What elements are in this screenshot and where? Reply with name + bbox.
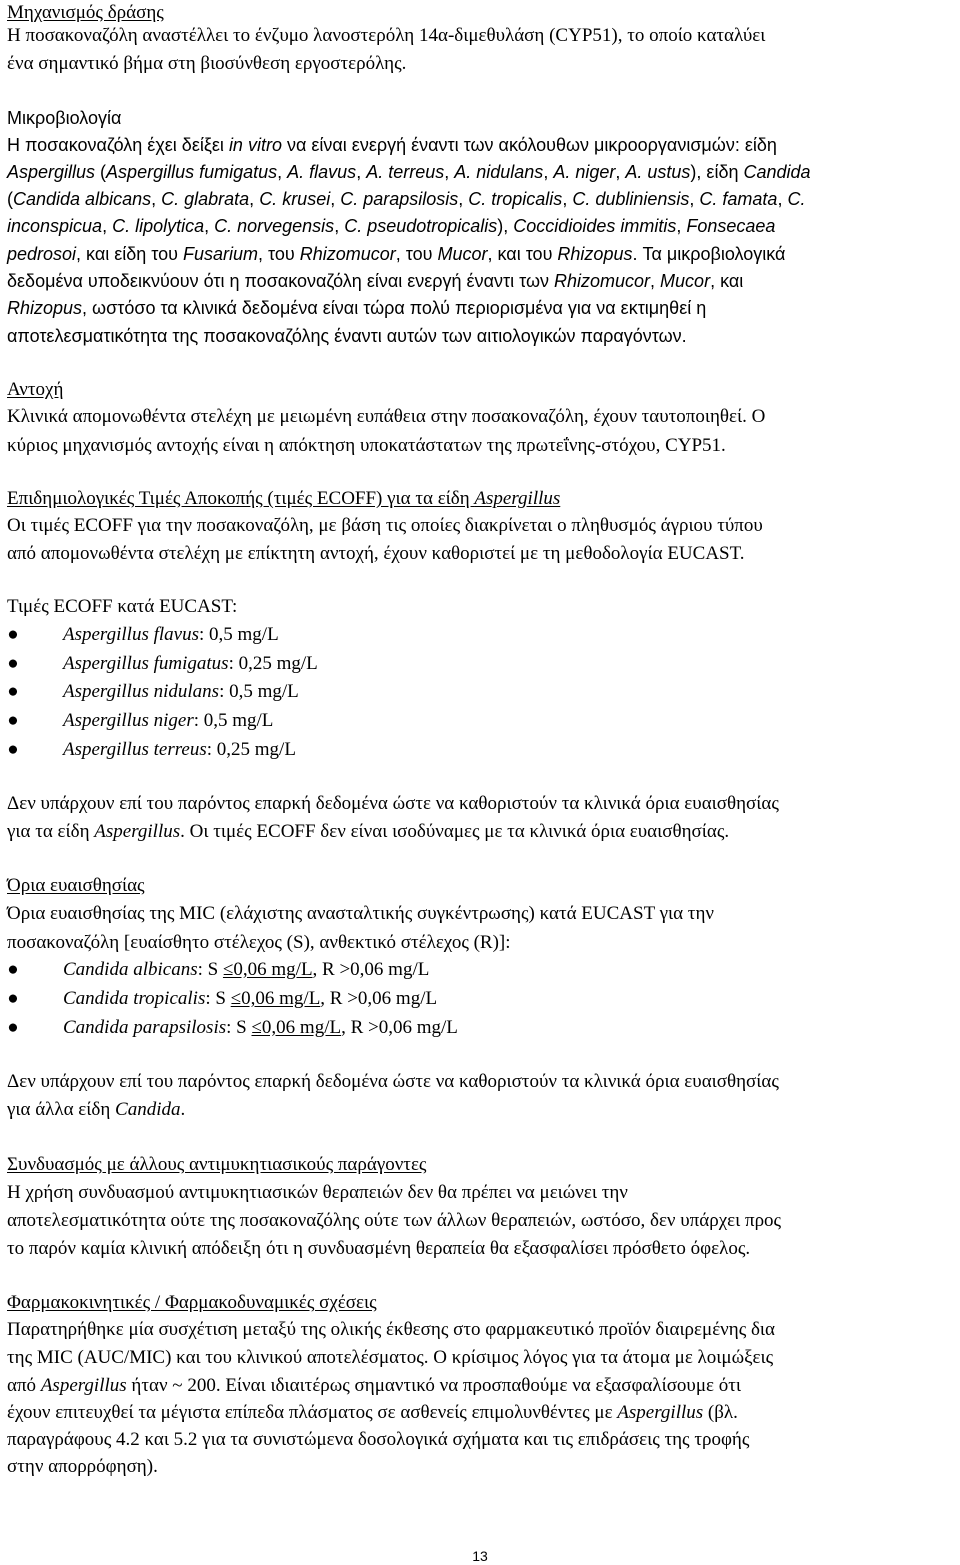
paragraph-line: pedrosoi, και είδη του Fusarium, του Rhizomucor, του Mucor, και του Rhizopus. Τα μικροβιολογικά [7,244,786,264]
bullet-icon: ● [7,710,19,731]
paragraph-line: Οι τιμές ECOFF για την ποσακοναζόλη, με βάση τις οποίες διακρίνεται ο πληθυσμός άγριου τύπου [7,515,763,536]
heading-resistance: Αντοχή [7,379,64,400]
heading-combination: Συνδυασμός με άλλους αντιμυκητιασικούς παράγοντες [7,1154,427,1175]
paragraph-line: (Candida albicans, C. glabrata, C. krusei, C. parapsilosis, C. tropicalis, C. dubliniensis, C. famata, C. [7,189,806,209]
heading-mechanism: Μηχανισμός δράσης [7,2,164,23]
paragraph-line: το παρόν καμία κλινική απόδειξη ότι η συνδυασμένη θεραπεία θα εξασφαλίσει πρόσθετο όφελος. [7,1238,751,1259]
paragraph-line: από Aspergillus ήταν ~ 200. Είναι ιδιαιτέρως σημαντικό να προσπαθούμε να εξασφαλίσουμε ότι [7,1375,741,1396]
paragraph-line: Δεν υπάρχουν επί του παρόντος επαρκή δεδομένα ώστε να καθοριστούν τα κλινικά όρια ευαισθησίας [7,1071,779,1092]
paragraph-line: Η χρήση συνδυασμού αντιμυκητιασικών θεραπειών δεν θα πρέπει να μειώνει την [7,1182,628,1203]
paragraph-line: αποτελεσματικότητα της ποσακοναζόλης έναντι αυτών των αιτιολογικών παραγόντων. [7,326,687,346]
page-number: 13 [472,1548,488,1564]
bullet-icon: ● [7,988,19,1009]
heading-microbiology: Μικροβιολογία [7,108,122,128]
paragraph-line: της MIC (AUC/MIC) και του κλινικού αποτελέσματος. Ο κρίσιμος λόγος για τα άτομα με λοιμώξεις [7,1347,774,1368]
paragraph-line: Δεν υπάρχουν επί του παρόντος επαρκή δεδομένα ώστε να καθοριστούν τα κλινικά όρια ευαισθησίας [7,793,779,814]
bullet-icon: ● [7,681,19,702]
paragraph-line: Rhizopus, ωστόσο τα κλινικά δεδομένα είναι τώρα πολύ περιορισμένα για να εκτιμηθεί η [7,298,707,318]
bullet-icon: ● [7,653,19,674]
paragraph-line: έχουν επιτευχθεί τα μέγιστα επίπεδα πλάσματος σε ασθενείς επιμολυνθέντες με Aspergillus (βλ. [7,1402,738,1423]
heading-ecoff: Επιδημιολογικές Τιμές Αποκοπής (τιμές ECOFF) για τα είδη Aspergillus [7,488,561,509]
paragraph-line: Όρια ευαισθησίας της MIC (ελάχιστης ανασταλτικής συγκέντρωσης) κατά EUCAST για την [7,903,714,924]
bullet-icon: ● [7,739,19,760]
paragraph-line: παραγράφους 4.2 και 5.2 για τα συνιστώμενα δοσολογικά σχήματα και τις επιδράσεις της τροφής [7,1429,750,1450]
paragraph-line: αποτελεσματικότητα ούτε της ποσακοναζόλης ούτε των άλλων θεραπειών, ωστόσο, δεν υπάρχει προς [7,1210,782,1231]
paragraph-line: από απομονωθέντα στελέχη με επίκτητη αντοχή, έχουν καθοριστεί με τη μεθοδολογία EUCAST. [7,543,745,564]
paragraph-line: κύριος μηχανισμός αντοχής είναι η απόκτηση υποκατάστατων της πρωτεΐνης-στόχου, CYP51. [7,435,726,456]
ecoff-intro: Τιμές ECOFF κατά EUCAST: [7,596,238,617]
document-page: Μηχανισμός δράσης Η ποσακοναζόλη αναστέλλει το ένζυμο λανοστερόλη 14α-διμεθυλάση (CYP51), το οποίο καταλύει ένα σημαντικό βήμα στη βιοσύνθεση εργοστερόλης. Μικροβιολογία Η ποσακοναζόλη έχει δείξει in vitro να είναι ενεργή έναντι των ακόλουθων μικροοργανισμών: είδη Aspergillus (Aspergillus fumigatus, A. flavus, A. terreus, A. nidulans, A. niger, A. ustus), είδη Candida (Candida albicans, C. glabrata, C. krusei, C. parapsilosis, C. tropicalis, C. dubliniensis, C. famata, C. inconspicua, C. lipolytica, C. norvegensis, C. pseudotropicalis), Coccidioides immitis, Fonsecaea pedrosoi, και είδη του Fusarium, του Rhizomucor, του Mucor, και του Rhizopus. Τα μικροβιολογικά δεδομένα υποδεικνύουν ότι η ποσακοναζόλη είναι ενεργή έναντι των Rhizomucor, Mucor, και Rhizopus, ωστόσο τα κλινικά δεδομένα είναι τώρα πολύ περιορισμένα για να εκτιμηθεί η αποτελεσματικότητα της ποσακοναζόλης έναντι αυτών των αιτιολογικών παραγόντων. Αντοχή Κλινικά απομονωθέντα στελέχη με μειωμένη ευπάθεια στην ποσακοναζόλη, έχουν ταυτοποιηθεί. Ο κύριος μηχανισμός αντοχής είναι η απόκτηση υποκατάστατων της πρωτεΐνης-στόχου, CYP51. Επιδημιολογικές Τιμές Αποκοπής (τιμές ECOFF) για τα είδη Aspergillus Οι τιμές ECOFF για την ποσακοναζόλη, με βάση τις οποίες διακρίνεται ο πληθυσμός άγριου τύπου από απομονωθέντα στελέχη με επίκτητη αντοχή, έχουν καθοριστεί με τη μεθοδολογία EUCAST. Τιμές ECOFF κατά EUCAST: ● Aspergillus flavus: 0,5 mg/L ● Aspergillus fumigatus: 0,25 mg/L ● Aspergillus nidulans: 0,5 mg/L ● Aspergillus niger: 0,5 mg/L ● Aspergillus terreus: 0,25 mg/L Δεν υπάρχουν επί του παρόντος επαρκή δεδομένα ώστε να καθοριστούν τα κλινικά όρια ευαισθησίας για τα είδη Aspergillus. Οι τιμές ECOFF δεν είναι ισοδύναμες με τα κλινικά όρια ευαισθησίας. Όρια ευαισθησίας Όρια ευαισθησίας της MIC (ελάχιστης ανασταλτικής συγκέντρωσης) κατά EUCAST για την ποσακοναζόλη [ευαίσθητο στέλεχος (S), ανθεκτικό στέλεχος (R)]: ● Candida albicans: S ≤0,06 mg/L, R >0,06 mg/L ● Candida tropicalis: S ≤0,06 mg/L, R >0,06 mg/L ● Candida parapsilosis: S ≤0,06 mg/L, R >0,06 mg/L Δεν υπάρχουν επί του παρόντος επαρκή δεδομένα ώστε να καθοριστούν τα κλινικά όρια ευαισθησίας για άλλα είδη Candida. Συνδυασμός με άλλους αντιμυκητιασικούς παράγοντες Η χρήση συνδυασμού αντιμυκητιασικών θεραπειών δεν θα πρέπει να μειώνει την αποτελεσματικότητα ούτε της ποσακοναζόλης ούτε των άλλων θεραπειών, ωστόσο, δεν υπάρχει προς το παρόν καμία κλινική απόδειξη ότι η συνδυασμένη θεραπεία θα εξασφαλίσει πρόσθετο όφελος. Φαρμακοκινητικές / Φαρμακοδυναμικές σχέσεις Παρατηρήθηκε μία συσχέτιση μεταξύ της ολικής έκθεσης στο φαρμακευτικό προϊόν διαιρεμένης δια της MIC (AUC/MIC) και του κλινικού αποτελέσματος. Ο κρίσιμος λόγος για τα άτομα με λοιμώξεις από Aspergillus ήταν ~ 200. Είναι ιδιαιτέρως σημαντικό να προσπαθούμε να εξασφαλίσουμε ότι έχουν επιτευχθεί τα μέγιστα επίπεδα πλάσματος σε ασθενείς επιμολυνθέντες με Aspergillus (βλ. παραγράφους 4.2 και 5.2 για τα συνιστώμενα δοσολογικά σχήματα και τις επιδράσεις της τροφής στην απορρόφηση). 13 [0,0,960,1565]
paragraph-line: Aspergillus (Aspergillus fumigatus, A. flavus, A. terreus, A. nidulans, A. niger, A. ustus), είδη Candida [7,162,811,182]
paragraph-line: inconspicua, C. lipolytica, C. norvegensis, C. pseudotropicalis), Coccidioides immitis, Fonsecaea [7,216,776,236]
bullet-icon: ● [7,1017,19,1038]
paragraph-line: Η ποσακοναζόλη έχει δείξει in vitro να είναι ενεργή έναντι των ακόλουθων μικροοργανισμών: είδη [7,135,777,155]
heading-pkpd: Φαρμακοκινητικές / Φαρμακοδυναμικές σχέσεις [7,1292,377,1313]
paragraph-line: για άλλα είδη Candida. [7,1099,186,1120]
bullet-icon: ● [7,959,19,980]
heading-breakpoints: Όρια ευαισθησίας [7,875,145,896]
paragraph-line: ποσακοναζόλη [ευαίσθητο στέλεχος (S), ανθεκτικό στέλεχος (R)]: [7,932,511,953]
paragraph-line: για τα είδη Aspergillus. Οι τιμές ECOFF δεν είναι ισοδύναμες με τα κλινικά όρια ευαισθησίας. [7,821,730,842]
paragraph-line: Κλινικά απομονωθέντα στελέχη με μειωμένη ευπάθεια στην ποσακοναζόλη, έχουν ταυτοποιηθεί. Ο [7,406,766,427]
paragraph-line: Η ποσακοναζόλη αναστέλλει το ένζυμο λανοστερόλη 14α-διμεθυλάση (CYP51), το οποίο καταλύει [7,25,766,46]
paragraph-line: στην απορρόφηση). [7,1456,158,1477]
paragraph-line: Παρατηρήθηκε μία συσχέτιση μεταξύ της ολικής έκθεσης στο φαρμακευτικό προϊόν διαιρεμένης δια [7,1319,775,1340]
paragraph-line: ένα σημαντικό βήμα στη βιοσύνθεση εργοστερόλης. [7,53,407,74]
bullet-icon: ● [7,624,19,645]
paragraph-line: δεδομένα υποδεικνύουν ότι η ποσακοναζόλη είναι ενεργή έναντι των Rhizomucor, Mucor, και [7,271,744,291]
